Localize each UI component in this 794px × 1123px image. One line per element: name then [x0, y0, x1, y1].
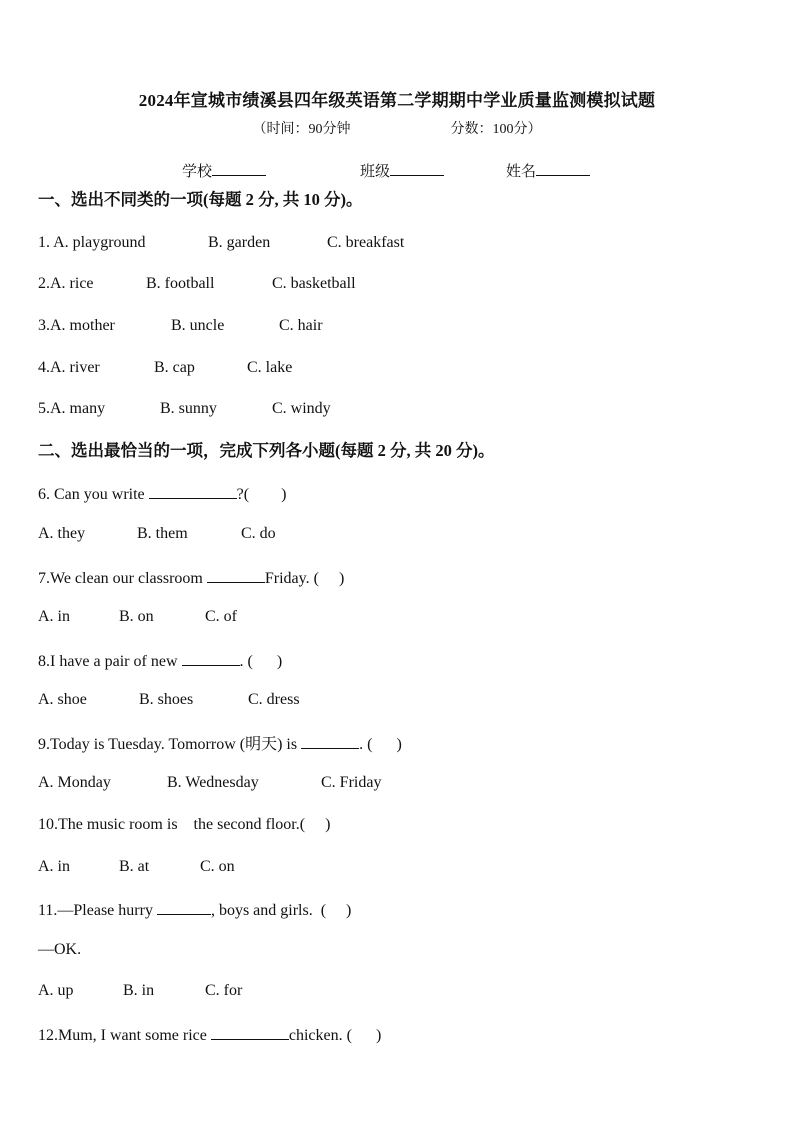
q7-stem: 7.We clean our classroom: [38, 570, 203, 587]
q4-option-b: B. cap: [154, 359, 195, 376]
q7-option-b: B. on: [119, 608, 154, 625]
student-info-fields: [182, 160, 590, 181]
score-info: 分数：100分）: [450, 122, 542, 137]
q11-options: [38, 981, 242, 1001]
question-10: 10.The music room is the second floor.( ): [38, 816, 331, 833]
q8-blank[interactable]: [182, 649, 240, 666]
q5-option-c: C. windy: [272, 400, 331, 417]
question-8: [38, 649, 282, 672]
question-6: [38, 482, 286, 505]
q11-stem: 11.—Please hurry: [38, 902, 153, 919]
question-9: [38, 732, 402, 755]
class-blank[interactable]: [390, 161, 444, 176]
q12-stem-end: chicken. ( ): [288, 1027, 382, 1044]
q9-stem: 9.Today is Tuesday. Tomorrow (明天) is: [38, 736, 298, 753]
q10-options: [38, 857, 235, 877]
q10-option-c: C. on: [200, 858, 235, 875]
q11-option-c: C. for: [205, 982, 243, 999]
q8-options: [38, 690, 300, 710]
q9-options: [38, 773, 381, 793]
name-field[interactable]: [506, 160, 590, 181]
q11-reply: —OK.: [38, 941, 82, 958]
question-11: [38, 898, 351, 921]
section-1-heading: 一、选出不同类的一项(每题 2 分, 共 10 分)。: [38, 190, 363, 209]
question-12: [38, 1023, 381, 1046]
exam-info: [0, 118, 794, 138]
class-field[interactable]: [360, 160, 444, 181]
q8-stem: 8.I have a pair of new: [38, 653, 178, 670]
q9-stem-end: . ( ): [359, 736, 402, 753]
q7-option-a: A. in: [38, 608, 70, 625]
q9-option-b: B. Wednesday: [167, 774, 259, 791]
exam-title: 2024年宣城市绩溪县四年级英语第二学期期中学业质量监测模拟试题: [138, 91, 656, 110]
school-blank[interactable]: [212, 161, 266, 176]
q9-blank[interactable]: [301, 732, 359, 749]
q4-option-c: C. lake: [247, 359, 293, 376]
question-1: [38, 233, 404, 253]
section-2-heading: 二、选出最恰当的一项，完成下列各小题(每题 2 分, 共 20 分)。: [38, 441, 495, 460]
q10-option-a: A. in: [38, 858, 70, 875]
q6-blank[interactable]: [149, 482, 237, 499]
q3-option-a: 3.A. mother: [38, 317, 115, 334]
q5-option-b: B. sunny: [160, 400, 217, 417]
name-label: 姓名: [506, 164, 537, 180]
q1-option-c: C. breakfast: [327, 234, 405, 251]
q8-option-c: C. dress: [248, 691, 300, 708]
q12-blank[interactable]: [211, 1023, 289, 1040]
school-field[interactable]: [182, 160, 266, 181]
q10-option-b: B. at: [119, 858, 150, 875]
q3-option-b: B. uncle: [171, 317, 225, 334]
q7-blank[interactable]: [207, 566, 265, 583]
q7-option-c: C. of: [205, 608, 237, 625]
q9-option-a: A. Monday: [38, 774, 111, 791]
q6-option-b: B. them: [137, 525, 188, 542]
q7-stem-end: Friday. ( ): [264, 570, 345, 587]
q6-options: [38, 524, 276, 544]
q3-option-c: C. hair: [279, 317, 323, 334]
q2-option-c: C. basketball: [272, 275, 356, 292]
q7-options: [38, 607, 237, 627]
q8-stem-end: . ( ): [239, 653, 283, 670]
class-label: 班级: [360, 164, 391, 180]
name-blank[interactable]: [536, 161, 590, 176]
q6-stem-end: ?( ): [236, 486, 287, 503]
q1-option-b: B. garden: [208, 234, 271, 251]
q11-option-a: A. up: [38, 982, 74, 999]
q12-stem: 12.Mum, I want some rice: [38, 1027, 207, 1044]
q9-option-c: C. Friday: [321, 774, 382, 791]
question-7: [38, 566, 344, 589]
q2-option-a: 2.A. rice: [38, 275, 94, 292]
school-label: 学校: [182, 164, 213, 180]
question-5: [38, 399, 331, 419]
time-info: （时间：90分钟: [252, 122, 351, 137]
q2-option-b: B. football: [146, 275, 215, 292]
q6-option-a: A. they: [38, 525, 86, 542]
q11-option-b: B. in: [123, 982, 155, 999]
q1-option-a: 1. A. playground: [38, 234, 146, 251]
q11-blank[interactable]: [157, 898, 211, 915]
q5-option-a: 5.A. many: [38, 400, 106, 417]
q8-option-b: B. shoes: [139, 691, 194, 708]
question-4: [38, 358, 292, 378]
question-3: [38, 316, 323, 336]
q6-option-c: C. do: [241, 525, 276, 542]
question-2: [38, 274, 356, 294]
q8-option-a: A. shoe: [38, 691, 87, 708]
q4-option-a: 4.A. river: [38, 359, 100, 376]
q6-stem: 6. Can you write: [38, 486, 145, 503]
q11-stem-end: , boys and girls. ( ): [210, 902, 352, 919]
